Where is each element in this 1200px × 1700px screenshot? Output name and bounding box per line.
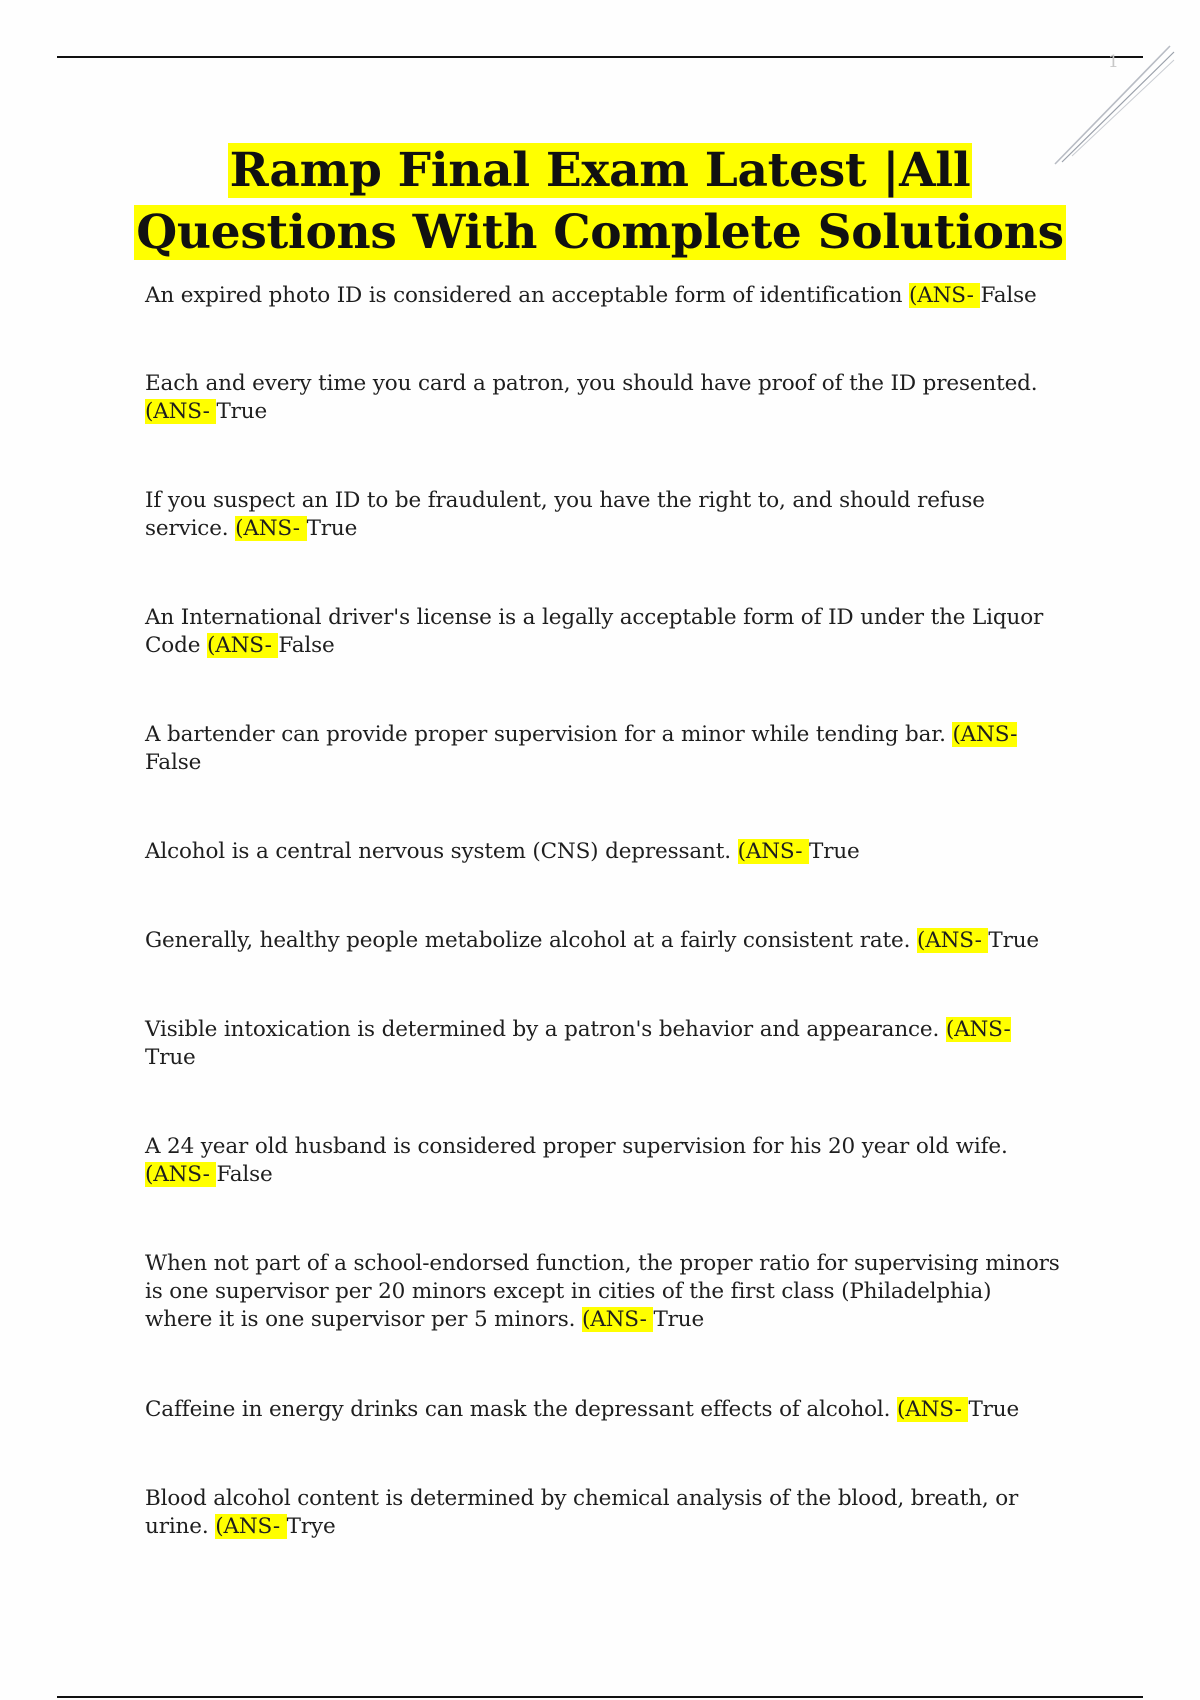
question-text: Visible intoxication is determined by a patron's behavior and appearance.: [145, 1017, 940, 1042]
answer-text: Trye: [286, 1514, 336, 1539]
question-item: [145, 1485, 1065, 1541]
answer-tag: (ANS-: [945, 1017, 1011, 1042]
answer-tag: (ANS-: [897, 1397, 969, 1422]
answer-tag: (ANS-: [235, 516, 307, 541]
page-number: 1: [1108, 52, 1119, 72]
answer-tag: (ANS-: [206, 633, 279, 658]
answer-tag: (ANS-: [737, 839, 810, 864]
question-item: [145, 370, 1065, 426]
answer-text: False: [980, 283, 1037, 308]
question-text: A bartender can provide proper supervision for a minor while tending bar.: [145, 722, 946, 747]
answer-tag: (ANS-: [582, 1307, 654, 1332]
answer-tag: (ANS-: [916, 928, 989, 953]
question-text: If you suspect an ID to be fraudulent, you have the right to, and should refuse service.: [145, 488, 985, 541]
answer-text: True: [145, 1045, 196, 1070]
answer-tag: (ANS-: [215, 1514, 287, 1539]
question-text: Blood alcohol content is determined by chemical analysis of the blood, breath, or urine.: [145, 1486, 1019, 1539]
answer-text: False: [278, 633, 335, 658]
question-text: Each and every time you card a patron, you should have proof of the ID presented.: [145, 371, 1038, 396]
answer-text: False: [216, 1162, 273, 1187]
question-item: [145, 282, 1065, 310]
question-text: An expired photo ID is considered an acceptable form of identification: [145, 283, 903, 308]
question-item: [145, 838, 1065, 866]
answer-text: True: [988, 928, 1039, 953]
question-text: When not part of a school-endorsed function, the proper ratio for supervising minors is one supervisor per 20 minors except in cities of the first class (Philadelphia) where it is one supervisor per 5 minors.: [145, 1251, 1060, 1332]
question-item: [145, 1250, 1065, 1334]
question-item: [145, 1133, 1065, 1189]
question-item: [145, 721, 1065, 777]
answer-text: True: [968, 1397, 1020, 1422]
page-title: [0, 140, 1200, 264]
answer-tag: (ANS-: [909, 283, 981, 308]
question-item: [145, 604, 1065, 660]
answer-text: True: [306, 516, 358, 541]
answer-tag: (ANS-: [952, 722, 1018, 747]
answer-text: False: [145, 750, 202, 775]
answer-tag: (ANS-: [145, 1162, 217, 1187]
question-item: [145, 1396, 1065, 1424]
answer-text: True: [653, 1307, 705, 1332]
question-item: [145, 487, 1065, 543]
question-text: Alcohol is a central nervous system (CNS) depressant.: [145, 839, 731, 864]
header-rule: [57, 56, 1143, 58]
answer-text: True: [809, 839, 860, 864]
title-line-2: Questions With Complete Solutions: [136, 205, 1064, 260]
title-line-1: Ramp Final Exam Latest |All: [229, 143, 971, 198]
answer-text: True: [216, 399, 268, 424]
question-text: Caffeine in energy drinks can mask the depressant effects of alcohol.: [145, 1397, 891, 1422]
answer-tag: (ANS-: [145, 399, 217, 424]
question-item: [145, 1016, 1065, 1072]
question-item: [145, 927, 1065, 955]
question-text: A 24 year old husband is considered proper supervision for his 20 year old wife.: [145, 1134, 1008, 1159]
question-text: Generally, healthy people metabolize alcohol at a fairly consistent rate.: [145, 928, 911, 953]
question-text: An International driver's license is a legally acceptable form of ID under the Liquor Code: [145, 605, 1044, 658]
footer-rule: [57, 1696, 1143, 1698]
